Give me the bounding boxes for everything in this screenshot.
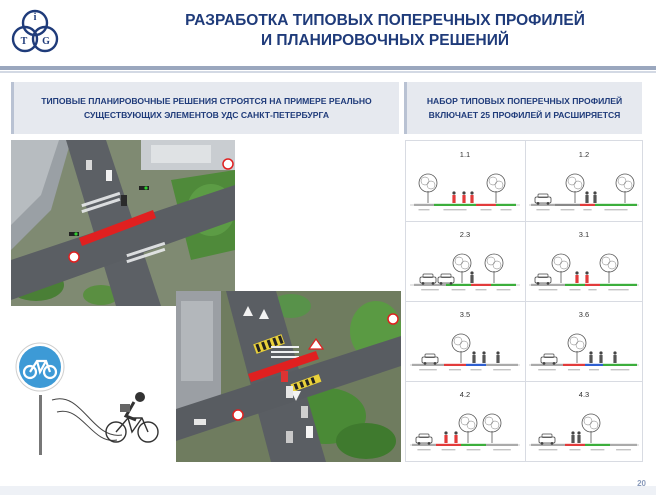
profile-number: 3.5 <box>459 310 471 319</box>
tree-icon <box>483 414 501 443</box>
tree-icon <box>453 254 471 283</box>
profile-segment <box>531 204 555 206</box>
car-icon <box>416 434 432 445</box>
planning-caption-line1: ТИПОВЫЕ ПЛАНИРОВОЧНЫЕ РЕШЕНИЯ СТРОЯТСЯ НА ПРИМЕРЕ РЕАЛЬНО <box>41 96 372 106</box>
pedestrian-icon <box>613 351 616 363</box>
profile-cell-2-3 <box>406 221 524 301</box>
itg-logo <box>8 8 62 56</box>
profile-number: 2.3 <box>459 230 471 239</box>
pedestrian-icon <box>589 351 592 363</box>
profile-segment <box>585 364 603 366</box>
logo-letter-i: i <box>33 12 37 23</box>
tree-icon <box>459 414 477 443</box>
profile-segment <box>585 444 610 446</box>
profile-segment <box>555 204 580 206</box>
header-divider-light <box>0 71 656 73</box>
planning-solutions-caption <box>11 82 399 134</box>
pedestrian-icon <box>470 271 473 283</box>
pedestrian-icon <box>482 351 485 363</box>
profile-cell-1-2 <box>525 141 643 221</box>
tree-icon <box>485 254 503 283</box>
profile-section-drawing <box>406 141 524 221</box>
profile-section-drawing <box>525 381 643 461</box>
profile-segment <box>446 284 471 286</box>
cyclist-illustration <box>12 340 172 460</box>
profile-segment <box>412 444 436 446</box>
pedestrian-icon <box>599 351 602 363</box>
profile-segment <box>491 284 516 286</box>
car-icon <box>420 274 436 285</box>
pedestrian-icon <box>454 431 457 443</box>
pedestrian-icon <box>577 431 580 443</box>
profile-segment <box>444 364 466 366</box>
tree-icon <box>487 174 505 203</box>
profile-segment <box>486 364 518 366</box>
profile-segment <box>580 204 595 206</box>
profile-section-drawing <box>525 141 643 221</box>
profile-segment <box>563 364 585 366</box>
car-icon <box>541 354 557 365</box>
profile-number: 1.2 <box>578 150 590 159</box>
car-icon <box>422 354 438 365</box>
tree-icon <box>600 254 618 283</box>
profile-segment <box>595 204 637 206</box>
profile-number: 1.1 <box>459 150 471 159</box>
tree-icon <box>582 414 600 443</box>
profile-section-drawing <box>525 301 643 381</box>
profile-cell-3-6 <box>525 301 643 381</box>
profiles-caption-prefix: НАБОР <box>426 96 461 106</box>
pedestrian-icon <box>496 351 499 363</box>
profile-section-drawing <box>406 221 524 301</box>
profile-segment <box>531 364 563 366</box>
profile-segment <box>436 444 461 446</box>
profile-cell-3-5 <box>406 301 524 381</box>
profile-segment <box>414 204 434 206</box>
profiles-caption-line2: ВКЛЮЧАЕТ 25 ПРОФИЛЕЙ И РАСШИРЯЕТСЯ <box>428 110 621 120</box>
profile-segment <box>466 364 486 366</box>
pedestrian-icon <box>444 431 447 443</box>
profile-segment <box>486 444 518 446</box>
page-title-line1: РАЗРАБОТКА ТИПОВЫХ ПОПЕРЕЧНЫХ ПРОФИЛЕЙ <box>185 12 585 29</box>
logo-letter-t: T <box>20 36 28 47</box>
profile-cell-1-1 <box>406 141 524 221</box>
pedestrian-icon <box>472 351 475 363</box>
profiles-caption-highlight: ТИПОВЫХ ПОПЕРЕЧНЫХ ПРОФИЛЕЙ <box>460 96 623 106</box>
profile-number: 4.2 <box>459 390 471 399</box>
profile-segment <box>461 444 486 446</box>
pedestrian-icon <box>470 191 473 203</box>
aerial-photo-intersection-1 <box>11 140 235 306</box>
profile-section-drawing <box>525 221 643 301</box>
profile-segment <box>585 284 600 286</box>
profile-segment <box>610 444 637 446</box>
profile-segment <box>476 204 496 206</box>
car-icon <box>535 274 551 285</box>
profile-section-drawing <box>406 381 524 461</box>
logo-letter-g: G <box>42 36 50 47</box>
pedestrian-icon <box>462 191 465 203</box>
profile-segment <box>434 204 476 206</box>
car-icon <box>535 194 551 205</box>
tree-icon <box>566 174 584 203</box>
header-divider <box>0 66 656 70</box>
profile-segment <box>600 284 637 286</box>
tree-icon <box>452 334 470 363</box>
page-title-line2: И ПЛАНИРОВОЧНЫХ РЕШЕНИЙ <box>260 32 509 49</box>
aerial-photo-intersection-2 <box>176 291 401 462</box>
profile-segment <box>471 284 491 286</box>
planning-caption-line2: СУЩЕСТВУЮЩИХ ЭЛЕМЕНТОВ УДС САНКТ-ПЕТЕРБУРГА <box>83 110 330 120</box>
profile-cell-4-3 <box>525 381 643 461</box>
car-icon <box>438 274 454 285</box>
pedestrian-icon <box>452 191 455 203</box>
tree-icon <box>552 254 570 283</box>
profile-segment <box>565 284 585 286</box>
profile-segment <box>603 364 637 366</box>
profile-section-drawing <box>406 301 524 381</box>
pedestrian-icon <box>585 191 588 203</box>
car-icon <box>539 434 555 445</box>
profile-number: 4.3 <box>578 390 590 399</box>
footer-band <box>0 486 656 495</box>
pedestrian-icon <box>585 271 588 283</box>
profiles-set-caption <box>404 82 642 134</box>
profile-number: 3.6 <box>578 310 590 319</box>
profile-segment <box>496 204 516 206</box>
tree-icon <box>419 174 437 203</box>
tree-icon <box>616 174 634 203</box>
profile-segment <box>531 444 565 446</box>
tree-icon <box>568 334 586 363</box>
profiles-caption-line1 <box>427 94 622 108</box>
page-title <box>150 11 620 51</box>
pedestrian-icon <box>575 271 578 283</box>
profile-segment <box>565 444 585 446</box>
profile-number: 3.1 <box>578 230 590 239</box>
profile-cell-4-2 <box>406 381 524 461</box>
pedestrian-icon <box>593 191 596 203</box>
page-number: 20 <box>637 479 646 488</box>
profile-segment <box>412 364 444 366</box>
pedestrian-icon <box>571 431 574 443</box>
profile-cell-3-1 <box>525 221 643 301</box>
